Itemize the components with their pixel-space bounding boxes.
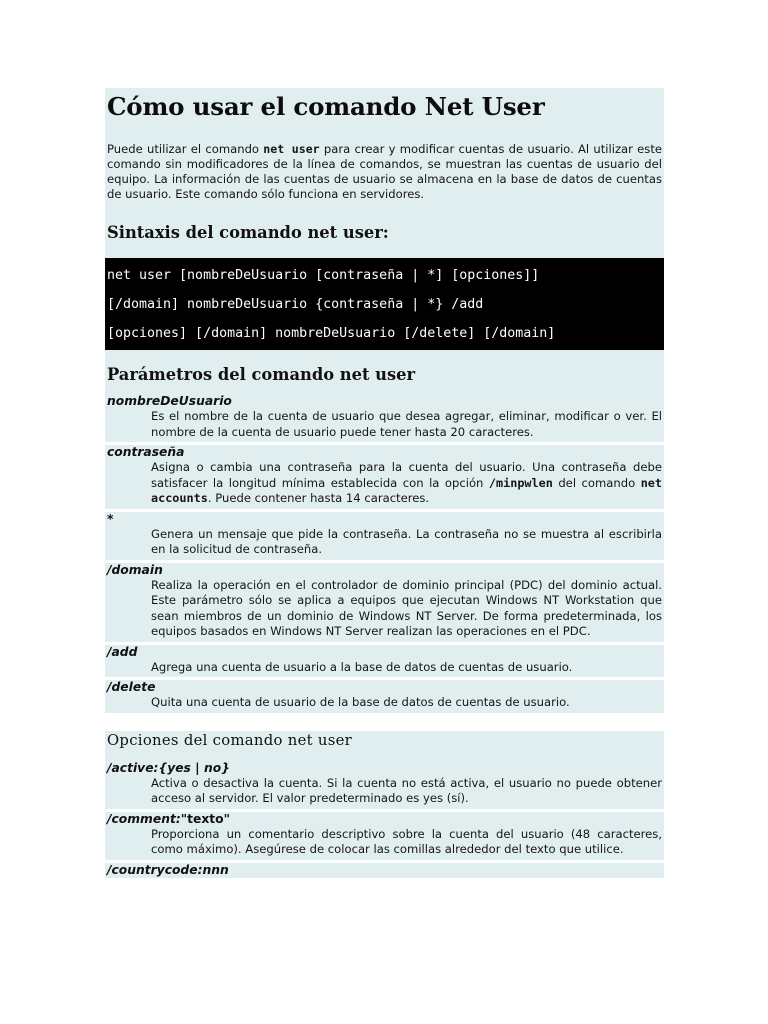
option-term-part: /active:{: [107, 760, 168, 775]
param-desc-text: Asigna o cambia una contraseña para la cuenta del usuario. Una contraseña debe satisfacer la longitud mínima establecida con la opción: [151, 460, 662, 490]
option-term-part: yes: [167, 760, 191, 775]
options-section: [105, 731, 664, 809]
param-desc: Es el nombre de la cuenta de usuario que desea agregar, eliminar, modificar o ver. El nombre de la cuenta de usuario puede tener hasta 20 caracteres.: [151, 409, 662, 439]
options-heading: Opciones del comando net user: [107, 731, 353, 749]
option-desc: Activa o desactiva la cuenta. Si la cuenta no está activa, el usuario no puede obtener acceso al servidor. El valor predeterminado es yes (sí).: [151, 775, 662, 805]
param-desc-code: net accounts: [151, 475, 663, 505]
param-term: nombreDeUsuario: [107, 394, 232, 408]
option-term-part: "texto": [180, 811, 231, 826]
option-term-part: |: [190, 760, 204, 775]
param-term: contraseña: [107, 445, 185, 459]
intro-text-end: para crear y modificar cuentas de usuario. Al utilizar este comando sin modificadores de la línea de comandos, se muestran las cuentas de usuario del equipo. La información de las cuentas de usuario se almacena en la base de datos de cuentas de usuario. Este comando sólo funciona en servidores.: [107, 142, 662, 201]
option-item: [105, 863, 664, 878]
parameter-item: [105, 680, 664, 713]
param-desc: Agrega una cuenta de usuario a la base de datos de cuentas de usuario.: [151, 659, 573, 674]
parameter-item: [105, 563, 664, 642]
intro-code-net-user: net user: [263, 142, 320, 156]
param-desc-text: . Puede contener hasta 14 caracteres.: [207, 491, 430, 505]
syntax-line: [/domain] nombreDeUsuario {contraseña | *} /add: [107, 297, 484, 312]
option-desc: Proporciona un comentario descriptivo sobre la cuenta del usuario (48 caracteres, como máximo). Asegúrese de colocar las comillas alrededor del texto que utilice.: [151, 826, 662, 856]
intro-text-start: Puede utilizar el comando: [107, 142, 264, 156]
parameter-item: [105, 645, 664, 678]
option-term: [105, 761, 664, 776]
param-term: /add: [107, 644, 138, 659]
parameter-item: [105, 512, 664, 560]
option-term-part: /comment:: [107, 811, 181, 826]
document-page: [105, 88, 664, 878]
param-term: *: [107, 511, 114, 526]
syntax-heading: Sintaxis del comando net user:: [107, 223, 389, 242]
param-desc: Quita una cuenta de usuario de la base de datos de cuentas de usuario.: [151, 695, 570, 709]
param-desc-text: del comando: [552, 475, 641, 490]
param-term: /delete: [107, 680, 156, 694]
param-term: /domain: [107, 562, 163, 577]
option-item: [105, 812, 664, 860]
param-desc: [105, 460, 664, 509]
intro-paragraph: [105, 130, 664, 208]
param-desc: Realiza la operación en el controlador de dominio principal (PDC) del dominio actual. Este parámetro sólo se aplica a equipos que ejecutan Windows NT Workstation que sean miembros de un dominio de Windows NT Server. De forma predeterminada, los equipos basados en Windows NT Server realizan las operaciones en el PDC.: [151, 577, 662, 638]
param-desc: Genera un mensaje que pide la contraseña. La contraseña no se muestra al escribirla en la solicitud de contraseña.: [151, 526, 662, 556]
syntax-code-block: [105, 258, 664, 350]
option-term-part: no: [203, 760, 222, 775]
page-title: Cómo usar el comando Net User: [107, 92, 545, 121]
option-term: /countrycode:nnn: [107, 862, 229, 877]
option-term: [105, 812, 664, 827]
parameters-heading: Parámetros del comando net user: [107, 365, 416, 384]
parameter-item: [105, 445, 664, 509]
param-desc-code: /minpwlen: [488, 475, 553, 490]
syntax-line: [opciones] [/domain] nombreDeUsuario [/delete] [/domain]: [107, 326, 556, 341]
intro-section: [105, 88, 664, 258]
parameters-section: [105, 350, 664, 442]
syntax-line: net user [nombreDeUsuario [contraseña | *] [opciones]]: [107, 268, 540, 283]
option-term-part: }: [221, 760, 230, 775]
